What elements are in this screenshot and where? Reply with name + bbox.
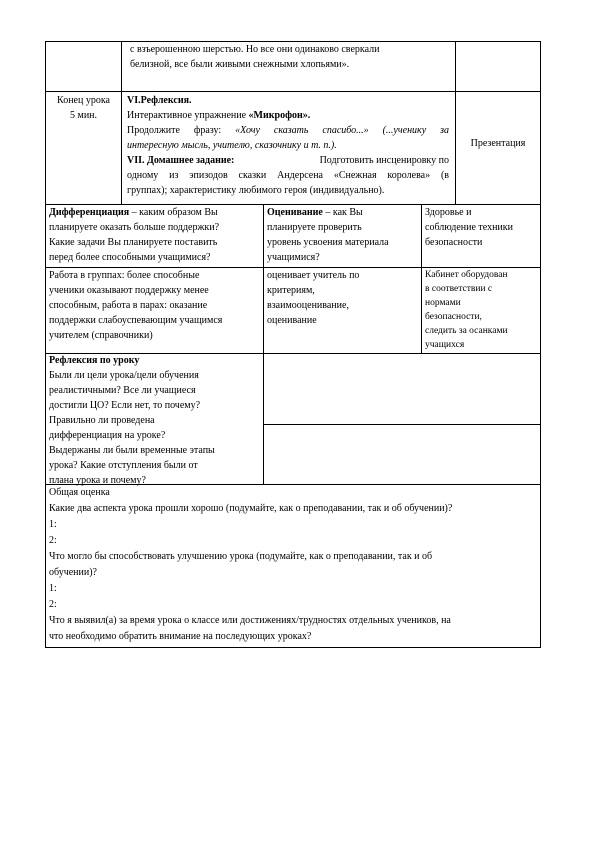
text-line: в соответствии с xyxy=(425,284,493,294)
reflection-answer-bottom[interactable] xyxy=(264,425,540,484)
homework-text: Подготовить инсценировку по xyxy=(319,155,449,166)
text-line: оценивание xyxy=(267,315,317,326)
text-line: плана урока и почему? xyxy=(49,475,146,486)
text-line: Выдержаны ли были временные этапы xyxy=(49,445,215,456)
text-line: Какие задачи Вы планируете поставить xyxy=(49,237,218,248)
text-line: безопасности, xyxy=(425,312,482,322)
text-line: учащимися? xyxy=(267,252,320,263)
resources-label: Презентация xyxy=(470,138,526,149)
activity-cell xyxy=(127,93,449,198)
text-line: Были ли цели урока/цели обучения xyxy=(49,370,199,381)
reflection-title: Рефлексия по уроку xyxy=(49,355,140,366)
text-line: Что я выявил(а) за время урока о классе или достижениях/трудностях отдельных учеников, на xyxy=(49,615,451,626)
text-line: Кабинет оборудован xyxy=(425,270,508,280)
reflection-questions xyxy=(49,353,261,488)
text-line: планируете оказать больше поддержки? xyxy=(49,222,220,233)
text-line: ученики оказывают поддержку менее xyxy=(49,285,209,296)
section-heading-reflection: VI.Рефлексия. xyxy=(127,95,192,106)
health-content xyxy=(425,268,539,352)
border-left xyxy=(45,41,46,648)
text-line: урока? Какие отступления были от xyxy=(49,460,198,471)
text-line: способным, работа в парах: оказание xyxy=(49,300,208,311)
row1-content xyxy=(130,42,450,72)
text-line: дифференциация на уроке? xyxy=(49,430,166,441)
differentiation-header xyxy=(49,205,261,265)
text-line: безопасности xyxy=(425,237,483,248)
text-line: что необходимо обратить внимание на последующих уроках? xyxy=(49,631,312,642)
homework-line xyxy=(127,153,449,168)
answer-label: 1: xyxy=(49,519,57,530)
answer-label: 2: xyxy=(49,535,57,546)
text-line: учащихся xyxy=(425,340,465,350)
border-bottom xyxy=(45,647,541,648)
text-line: соблюдение техники xyxy=(425,222,513,233)
reflection-answer-top[interactable] xyxy=(264,354,540,424)
text-line: поддержки слабоуспевающим учащимся xyxy=(49,315,223,326)
assessment-title: Оценивание xyxy=(267,207,323,218)
stage-cell xyxy=(46,93,121,123)
border-row1 xyxy=(45,91,541,92)
exercise-prefix: Интерактивное упражнение xyxy=(127,110,249,121)
continue-prefix: Продолжите фразу: xyxy=(127,125,236,136)
stage-label: Конец урока xyxy=(57,95,110,106)
answer-label: 1: xyxy=(49,583,57,594)
answer-label: 2: xyxy=(49,599,57,610)
differentiation-title: Дифференциация xyxy=(49,207,130,218)
text-line: Какие два аспекта урока прошли хорошо (подумайте, как о преподавании, так и об обучении)? xyxy=(49,503,453,514)
text-line: критериям, xyxy=(267,285,315,296)
text-line: оценивает учитель по xyxy=(267,270,360,281)
exercise-line xyxy=(127,108,449,123)
border-col-health xyxy=(421,204,422,354)
differentiation-content xyxy=(49,268,261,343)
text-line: Правильно ли проведена xyxy=(49,415,155,426)
text-line: достигли ЦО? Если нет, то почему? xyxy=(49,400,201,411)
summary-title: Общая оценка xyxy=(49,487,110,498)
homework-line-3: группах); характеристику любимого героя (индивидуально). xyxy=(127,185,385,196)
text-line: Здоровье и xyxy=(425,207,472,218)
text-line: – как Вы xyxy=(322,207,363,218)
text-line: взаимооценивание, xyxy=(267,300,349,311)
text-line: перед более способными учащимися? xyxy=(49,252,211,263)
exercise-name: «Микрофон». xyxy=(248,110,311,121)
assessment-header xyxy=(267,205,419,265)
text-line: обучении)? xyxy=(49,567,97,578)
text-line: с взъерошенною шерстью. Но все они одинаково сверкали xyxy=(130,44,380,55)
border-col-resources xyxy=(455,41,456,205)
summary-cell xyxy=(49,485,539,645)
text-line: реалистичными? Все ли учащиеся xyxy=(49,385,196,396)
homework-line-2: одному из эпизодов сказки Андерсена «Снежная королева» (в xyxy=(127,170,449,181)
continue-line-2: интересную мысль, учителю, сказочнику и т. п.). xyxy=(127,140,337,151)
text-line: следить за осанками xyxy=(425,326,508,336)
continue-phrase: «Хочу сказать спасибо...» (...ученику за xyxy=(235,125,449,136)
text-line: уровень усвоения материала xyxy=(267,237,389,248)
border-right xyxy=(540,41,541,648)
text-line: нормами xyxy=(425,298,461,308)
text-line: Что могло бы способствовать улучшению урока (подумайте, как о преподавании, так и об xyxy=(49,551,433,562)
text-line: учителем (справочники) xyxy=(49,330,153,341)
stage-time: 5 мин. xyxy=(69,110,98,121)
text-line: планируете проверить xyxy=(267,222,362,233)
text-line: белизной, все были живыми снежными хлопьями». xyxy=(130,59,350,70)
continue-line xyxy=(127,123,449,138)
resources-cell xyxy=(456,136,540,151)
health-header xyxy=(425,205,539,250)
text-line: – каким образом Вы xyxy=(129,207,218,218)
text-line: Работа в группах: более способные xyxy=(49,270,200,281)
border-col-stage xyxy=(121,41,122,205)
homework-heading: VII. Домашнее задание: xyxy=(127,155,235,166)
assessment-content xyxy=(267,268,419,328)
